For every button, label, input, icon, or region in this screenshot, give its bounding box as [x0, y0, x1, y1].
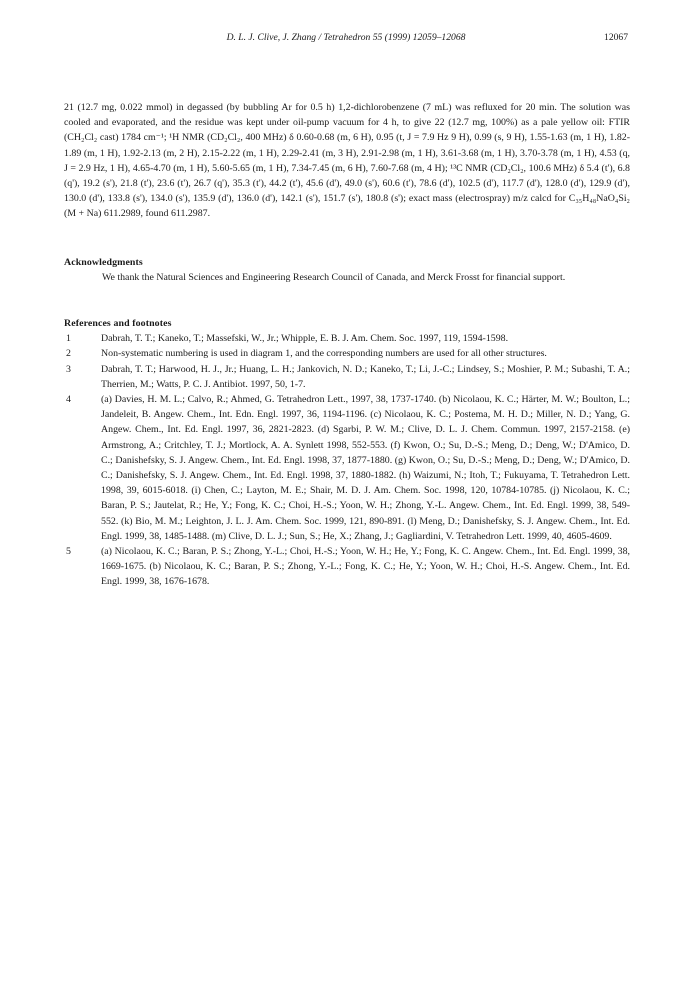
experimental-paragraph: 21 (12.7 mg, 0.022 mmol) in degassed (by bubbling Ar for 0.5 h) 1,2-dichlorobenzene (7 mL) was refluxed for 20 min. The solution was cooled and evaporated, and the residue was kept under oil-pump vacuum for 4 h, to give 22 (12.7 mg, 100%) as a pale yellow oil: FTIR (CH₂Cl₂ cast) 1784 cm⁻¹; ¹H NMR (CD₂Cl₂, 400 MHz) δ 0.60-0.68 (m, 6 H), 0.95 (t, J = 7.9 Hz 9 H), 0.99 (s, 9 H), 1.55-1.63 (m, 1 H), 1.82-1.89 (m, 1 H), 1.92-2.13 (m, 2 H), 2.15-2.22 (m, 1 H), 2.29-2.41 (m, 3 H), 2.91-2.98 (m, 1 H), 3.61-3.68 (m, 1 H), 3.70-3.78 (m, 1 H), 4.53 (q, J = 2.9 Hz, 1 H), 4.65-4.70 (m, 1 H), 5.60-5.65 (m, 1 H), 7.34-7.45 (m, 6 H), 7.60-7.68 (m, 4 H); ¹³C NMR (CD₂Cl₂, 100.6 MHz) δ 5.4 (t'), 6.8 (q'), 19.2 (s'), 21.8 (t'), 23.6 (t'), 26.7 (q'), 35.3 (t'), 44.2 (t'), 45.6 (d'), 49.0 (s'), 60.6 (t'), 78.6 (d'), 102.5 (d'), 117.7 (d'), 128.0 (d'), 129.9 (d'), 130.0 (d'), 133.8 (s'), 134.0 (s'), 135.9 (d'), 136.0 (d'), 142.1 (s'), 151.7 (s'), 180.8 (s'); exact mass (electrospray) m/z calcd for C₃₅H₄₈NaO₄Si₂ (M + Na) 611.2989, found 611.2987. [64, 102, 630, 220]
reference-item [64, 346, 630, 361]
page-number: 12067 [604, 32, 628, 43]
reference-text: Dabrah, T. T.; Kaneko, T.; Massefski, W., Jr.; Whipple, E. B. J. Am. Chem. Soc. 1997, 119, 1594-1598. [101, 333, 509, 345]
reference-text: (a) Nicolaou, K. C.; Baran, P. S.; Zhong, Y.-L.; Choi, H.-S.; Yoon, W. H.; He, Y.; Fong, K. C. Angew. Chem., Int. Ed. Engl. 1999, 38, 1669-1675. (b) Nicolaou, K. C.; Baran, P. S.; Zhong, Y.-L.; Fong, K. C.; He, Y.; Yoon, W. H.; Choi, H.-S. Angew. Chem., Int. Ed. Engl. 1999, 38, 1676-1678. [101, 546, 630, 588]
reference-text: Dabrah, T. T.; Harwood, H. J., Jr.; Huang, L. H.; Jankovich, N. D.; Kaneko, T.; Li, J.-C.; Lindsey, S.; Moshier, P. M.; Subashi, T. A.; Therrien, M.; Watts, P. C. J. Antibiot. 1997, 50, 1-7. [101, 363, 630, 390]
reference-number: 4 [66, 394, 71, 406]
references-heading: References and footnotes [64, 318, 172, 330]
reference-number: 5 [66, 546, 71, 558]
reference-text: (a) Davies, H. M. L.; Calvo, R.; Ahmed, G. Tetrahedron Lett., 1997, 38, 1737-1740. (b) Nicolaou, K. C.; Härter, M. W.; Boulton, L.; Jandeleit, B. Angew. Chem., Int. Edn. Engl. 1997, 36, 1194-1196. (c) Nicolaou, K. C.; Postema, M. H. D.; Miller, N. D.; Yang, G. Angew. Chem., Int. Ed. Engl. 1997, 36, 2821-2823. (d) Sgarbi, P. W. M.; Clive, D. L. J. Chem. Commun. 1997, 2157-2158. (e) Armstrong, A.; Critchley, T. J.; Mortlock, A. A. Synlett 1998, 552-553. (f) Kwon, O.; Su, D.-S.; Meng, D.; Deng, W.; D'Amico, D. C.; Danishefsky, S. J. Angew. Chem., Int. Ed. Engl. 1998, 37, 1877-1880. (g) Kwon, O.; Su, D.-S.; Meng, D.; Deng, W.; D'Amico, D. C.; Danishefsky, S. J. Angew. Chem., Int. Ed. Engl. 1998, 37, 1880-1882. (h) Waizumi, N.; Itoh, T.; Fukuyama, T. Tetrahedron Lett. 1998, 39, 6015-6018. (i) Chen, C.; Layton, M. E.; Shair, M. D. J. Am. Chem. Soc. 1998, 120, 10784-10785. (j) Nicolaou, K. C.; Baran, P. S.; Jautelat, R.; He, Y.; Fong, K. C.; Choi, H.-S.; Yoon, W. H.; Zhong, Y.-L. Angew. Chem., Int. Ed. Engl. 1999, 38, 549-552. (k) Bio, M. M.; Leighton, J. L. J. Am. Chem. Soc. 1999, 121, 890-891. (l) Meng, D.; Danishefsky, S. J. Angew. Chem., Int. Ed. Engl. 1999, 38, 1485-1488. (m) Clive, D. L. J.; Sun, S.; He, X.; Zhang, J.; Gagliardini, V. Tetrahedron Lett. 1999, 40, 4605-4609. [101, 394, 630, 542]
reference-item [64, 544, 630, 590]
reference-list [64, 331, 630, 589]
reference-item [64, 331, 630, 346]
reference-text: Non-systematic numbering is used in diagram 1, and the corresponding numbers are used for all other structures. [101, 348, 547, 360]
running-title: D. L. J. Clive, J. Zhang / Tetrahedron 55 (1999) 12059–12068 [226, 32, 466, 43]
reference-item [64, 362, 630, 392]
page-body [64, 100, 630, 590]
acknowledgments-heading: Acknowledgments [64, 256, 143, 268]
acknowledgments-text: We thank the Natural Sciences and Engineering Research Council of Canada, and Merck Frosst for financial support. [102, 271, 566, 283]
reference-item [64, 392, 630, 544]
reference-number: 3 [66, 363, 71, 375]
reference-number: 1 [66, 333, 71, 345]
reference-number: 2 [66, 348, 71, 360]
